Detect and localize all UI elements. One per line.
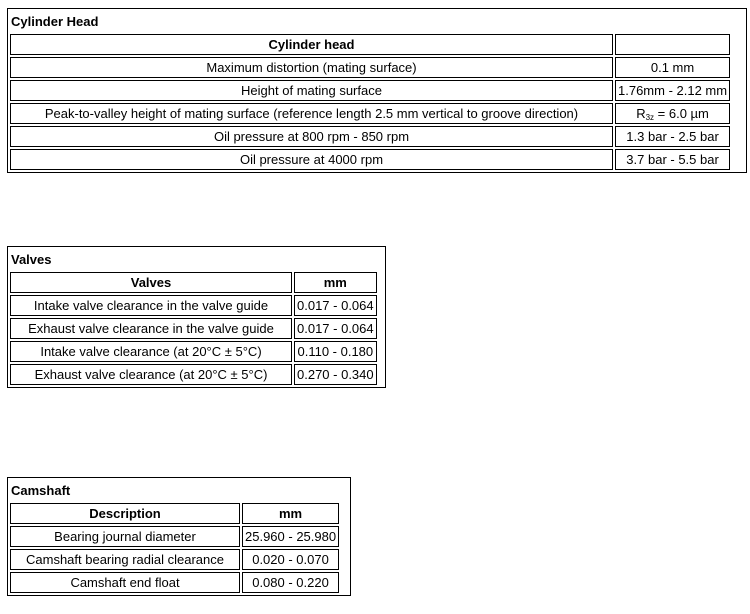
- row-label: Exhaust valve clearance in the valve guide: [10, 318, 292, 339]
- row-value: 0.110 - 0.180: [294, 341, 377, 362]
- camshaft-table: [8, 501, 341, 595]
- row-label: Intake valve clearance (at 20°C ± 5°C): [10, 341, 292, 362]
- valves-table: [8, 270, 379, 387]
- row-value: [615, 103, 730, 124]
- row-label: Bearing journal diameter: [10, 526, 240, 547]
- row-value: 25.960 - 25.980: [242, 526, 339, 547]
- row-label: Peak-to-valley height of mating surface (reference length 2.5 mm vertical to groove direction): [10, 103, 613, 124]
- table-row: [10, 57, 730, 78]
- row-value: 0.017 - 0.064: [294, 318, 377, 339]
- table-row: [10, 149, 730, 170]
- table-row: [10, 318, 377, 339]
- table-row: [10, 126, 730, 147]
- table-row: [10, 549, 339, 570]
- row-value: 0.270 - 0.340: [294, 364, 377, 385]
- value-subscript: 3z: [645, 112, 655, 122]
- row-value: 1.76mm - 2.12 mm: [615, 80, 730, 101]
- table-row: [10, 572, 339, 593]
- column-header: Valves: [10, 272, 292, 293]
- value-prefix: R: [636, 105, 646, 121]
- row-value: 3.7 bar - 5.5 bar: [615, 149, 730, 170]
- row-value: 0.020 - 0.070: [242, 549, 339, 570]
- cylinder-head-table: [8, 32, 732, 172]
- row-value: 0.080 - 0.220: [242, 572, 339, 593]
- row-label: Exhaust valve clearance (at 20°C ± 5°C): [10, 364, 292, 385]
- row-label: Intake valve clearance in the valve guide: [10, 295, 292, 316]
- row-label: Oil pressure at 4000 rpm: [10, 149, 613, 170]
- row-value: 0.1 mm: [615, 57, 730, 78]
- valves-section: [7, 246, 386, 388]
- valves-title: Valves: [11, 252, 52, 267]
- value-suffix: = 6.0 µm: [657, 105, 709, 121]
- table-row: [10, 295, 377, 316]
- column-header: mm: [294, 272, 377, 293]
- table-row: [10, 103, 730, 124]
- row-label: Camshaft bearing radial clearance: [10, 549, 240, 570]
- column-header: mm: [242, 503, 339, 524]
- table-header-row: [10, 503, 339, 524]
- row-label: Camshaft end float: [10, 572, 240, 593]
- table-header-row: [10, 34, 730, 55]
- table-header-row: [10, 272, 377, 293]
- table-row: [10, 526, 339, 547]
- cylinder-head-section: [7, 8, 747, 173]
- table-row: [10, 341, 377, 362]
- cylinder-head-title: Cylinder Head: [11, 14, 99, 29]
- camshaft-section: [7, 477, 351, 596]
- row-value: 0.017 - 0.064: [294, 295, 377, 316]
- row-label: Height of mating surface: [10, 80, 613, 101]
- column-header: Description: [10, 503, 240, 524]
- column-header: [615, 34, 730, 55]
- row-label: Maximum distortion (mating surface): [10, 57, 613, 78]
- row-label: Oil pressure at 800 rpm - 850 rpm: [10, 126, 613, 147]
- table-row: [10, 80, 730, 101]
- camshaft-title: Camshaft: [11, 483, 71, 498]
- row-value: 1.3 bar - 2.5 bar: [615, 126, 730, 147]
- table-row: [10, 364, 377, 385]
- column-header: Cylinder head: [10, 34, 613, 55]
